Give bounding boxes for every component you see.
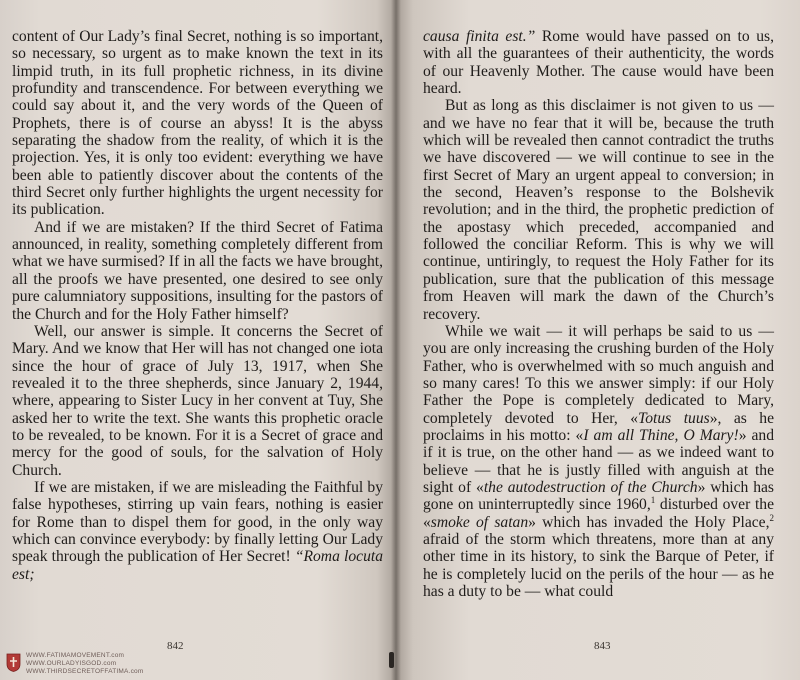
latin-phrase: causa finita est.” <box>423 28 536 45</box>
right-page <box>397 0 800 680</box>
italic-phrase: the autodestruction of the Church <box>483 478 698 496</box>
text-run: » which has invaded the Holy Place, <box>528 513 770 531</box>
right-paragraph-1 <box>423 28 774 97</box>
website-watermark <box>26 652 143 676</box>
latin-phrase: “Roma locuta est; <box>12 548 383 583</box>
footnote-marker: 2 <box>769 512 774 523</box>
left-paragraph-2: And if we are mistaken? If the third Secret of Fatima announced, in reality, something completely different from what we have surmised? If in all the facts we have brought, all the proofs we have presented, one desired to see only pure calumniatory suppositions, insulting for the pastors of the Church and for the Holy Father himself? <box>12 218 383 323</box>
page-number-right: 843 <box>594 640 611 652</box>
book-gutter <box>391 0 401 680</box>
right-paragraph-3 <box>423 323 774 601</box>
right-page-text <box>423 28 774 600</box>
text-run: disturbed over the « <box>423 496 774 531</box>
text-run: » and if it is true, on the other hand — as we indeed want to believe — that he is justly filled with anguish at the sight of « <box>423 426 774 496</box>
watermark-line: WWW.FATIMAMOVEMENT.com <box>26 652 125 659</box>
left-page <box>0 0 397 680</box>
left-paragraph-4 <box>12 479 383 583</box>
italic-phrase: Totus tuus <box>638 409 710 427</box>
text-run: afraid of the storm which threatens, more than at any other time in its history, to sink the Barque of Peter, if he is completely lucid on the perils of the hour — as he has a duty to be — what could <box>423 530 774 600</box>
left-page-text <box>12 28 383 583</box>
right-paragraph-2: But as long as this disclaimer is not given to us — and we have no fear that it will be, because the truth which will be revealed then cannot contradict the truths we have discovered — we will continue to see in the first Secret of Mary an urgent appeal to conversion; in the second, Heaven’s response to the Bolshevik revolution; and in the third, the prophetic prediction of the apostasy which preceded, accompanied and followed the conciliar Reform. This is why we will continue, untiringly, to request the Holy Father for its publication, sure that the publication of this message from Heaven will mark the dawn of the Church’s recovery. <box>423 97 774 323</box>
text-run: », as he proclaims in his motto: « <box>423 409 774 444</box>
right-paragraph-1-text: Rome would have passed on to us, with all the guarantees of their authenticity, the words of our Heavenly Mother. The cause would have been heard. <box>423 28 774 98</box>
watermark-line: WWW.OURLADYISGOD.com <box>26 660 117 667</box>
text-run: » which has gone on uninterruptedly since 1960, <box>423 478 774 514</box>
left-paragraph-1: content of Our Lady’s final Secret, nothing is so important, so necessary, so urgent as to make known the text in its limpid truth, in its full prophetic richness, in its divine profundity and transcendence. For between everything we could say about it, and the very words of the Queen of Prophets, there is of course an abyss! It is the abyss separating the shadow from the reality, of which it is the projection. Yes, it is only too evident: everything we have been able to patiently discover about the contents of the third Secret only further highlights the urgent necessity for its publication. <box>12 28 383 219</box>
italic-phrase: smoke of satan <box>430 513 529 531</box>
watermark-line: WWW.THIRDSECRETOFFATIMA.com <box>26 668 144 675</box>
left-paragraph-3: Well, our answer is simple. It concerns the Secret of Mary. And we know that Her will has not changed one iota since the hour of grace of July 13, 1917, when She revealed it to the three shepherds, since January 2, 1944, where, appearing to Sister Lucy in her convent at Tuy, She asked her to write the text. She wants this prophetic oracle to be revealed, to be known. For it is a Secret of grace and mercy for the good of souls, for the salvation of Holy Church. <box>12 322 383 479</box>
footnote-marker: 1 <box>650 495 656 506</box>
gutter-mark <box>389 652 394 668</box>
fatima-logo-icon <box>6 653 21 672</box>
italic-phrase: I am all Thine, O Mary! <box>583 426 739 444</box>
text-run: While we wait — it will perhaps be said to us — you are only increasing the crushing burden of the Holy Father, who is overwhelmed with so much anguish and so many cares! To this we answer simply: if our Holy Father the Pope is completely dedicated to Mary, completely devoted to Her, « <box>423 322 774 427</box>
page-number-left: 842 <box>167 640 184 652</box>
left-paragraph-4-text: If we are mistaken, if we are misleading the Faithful by false hypotheses, stirring up vain fears, nothing is easier for Rome than to dispel them for good, in the only way which can convince everybody: by finally letting Our Lady speak through the publication of Her Secret! <box>12 478 383 566</box>
